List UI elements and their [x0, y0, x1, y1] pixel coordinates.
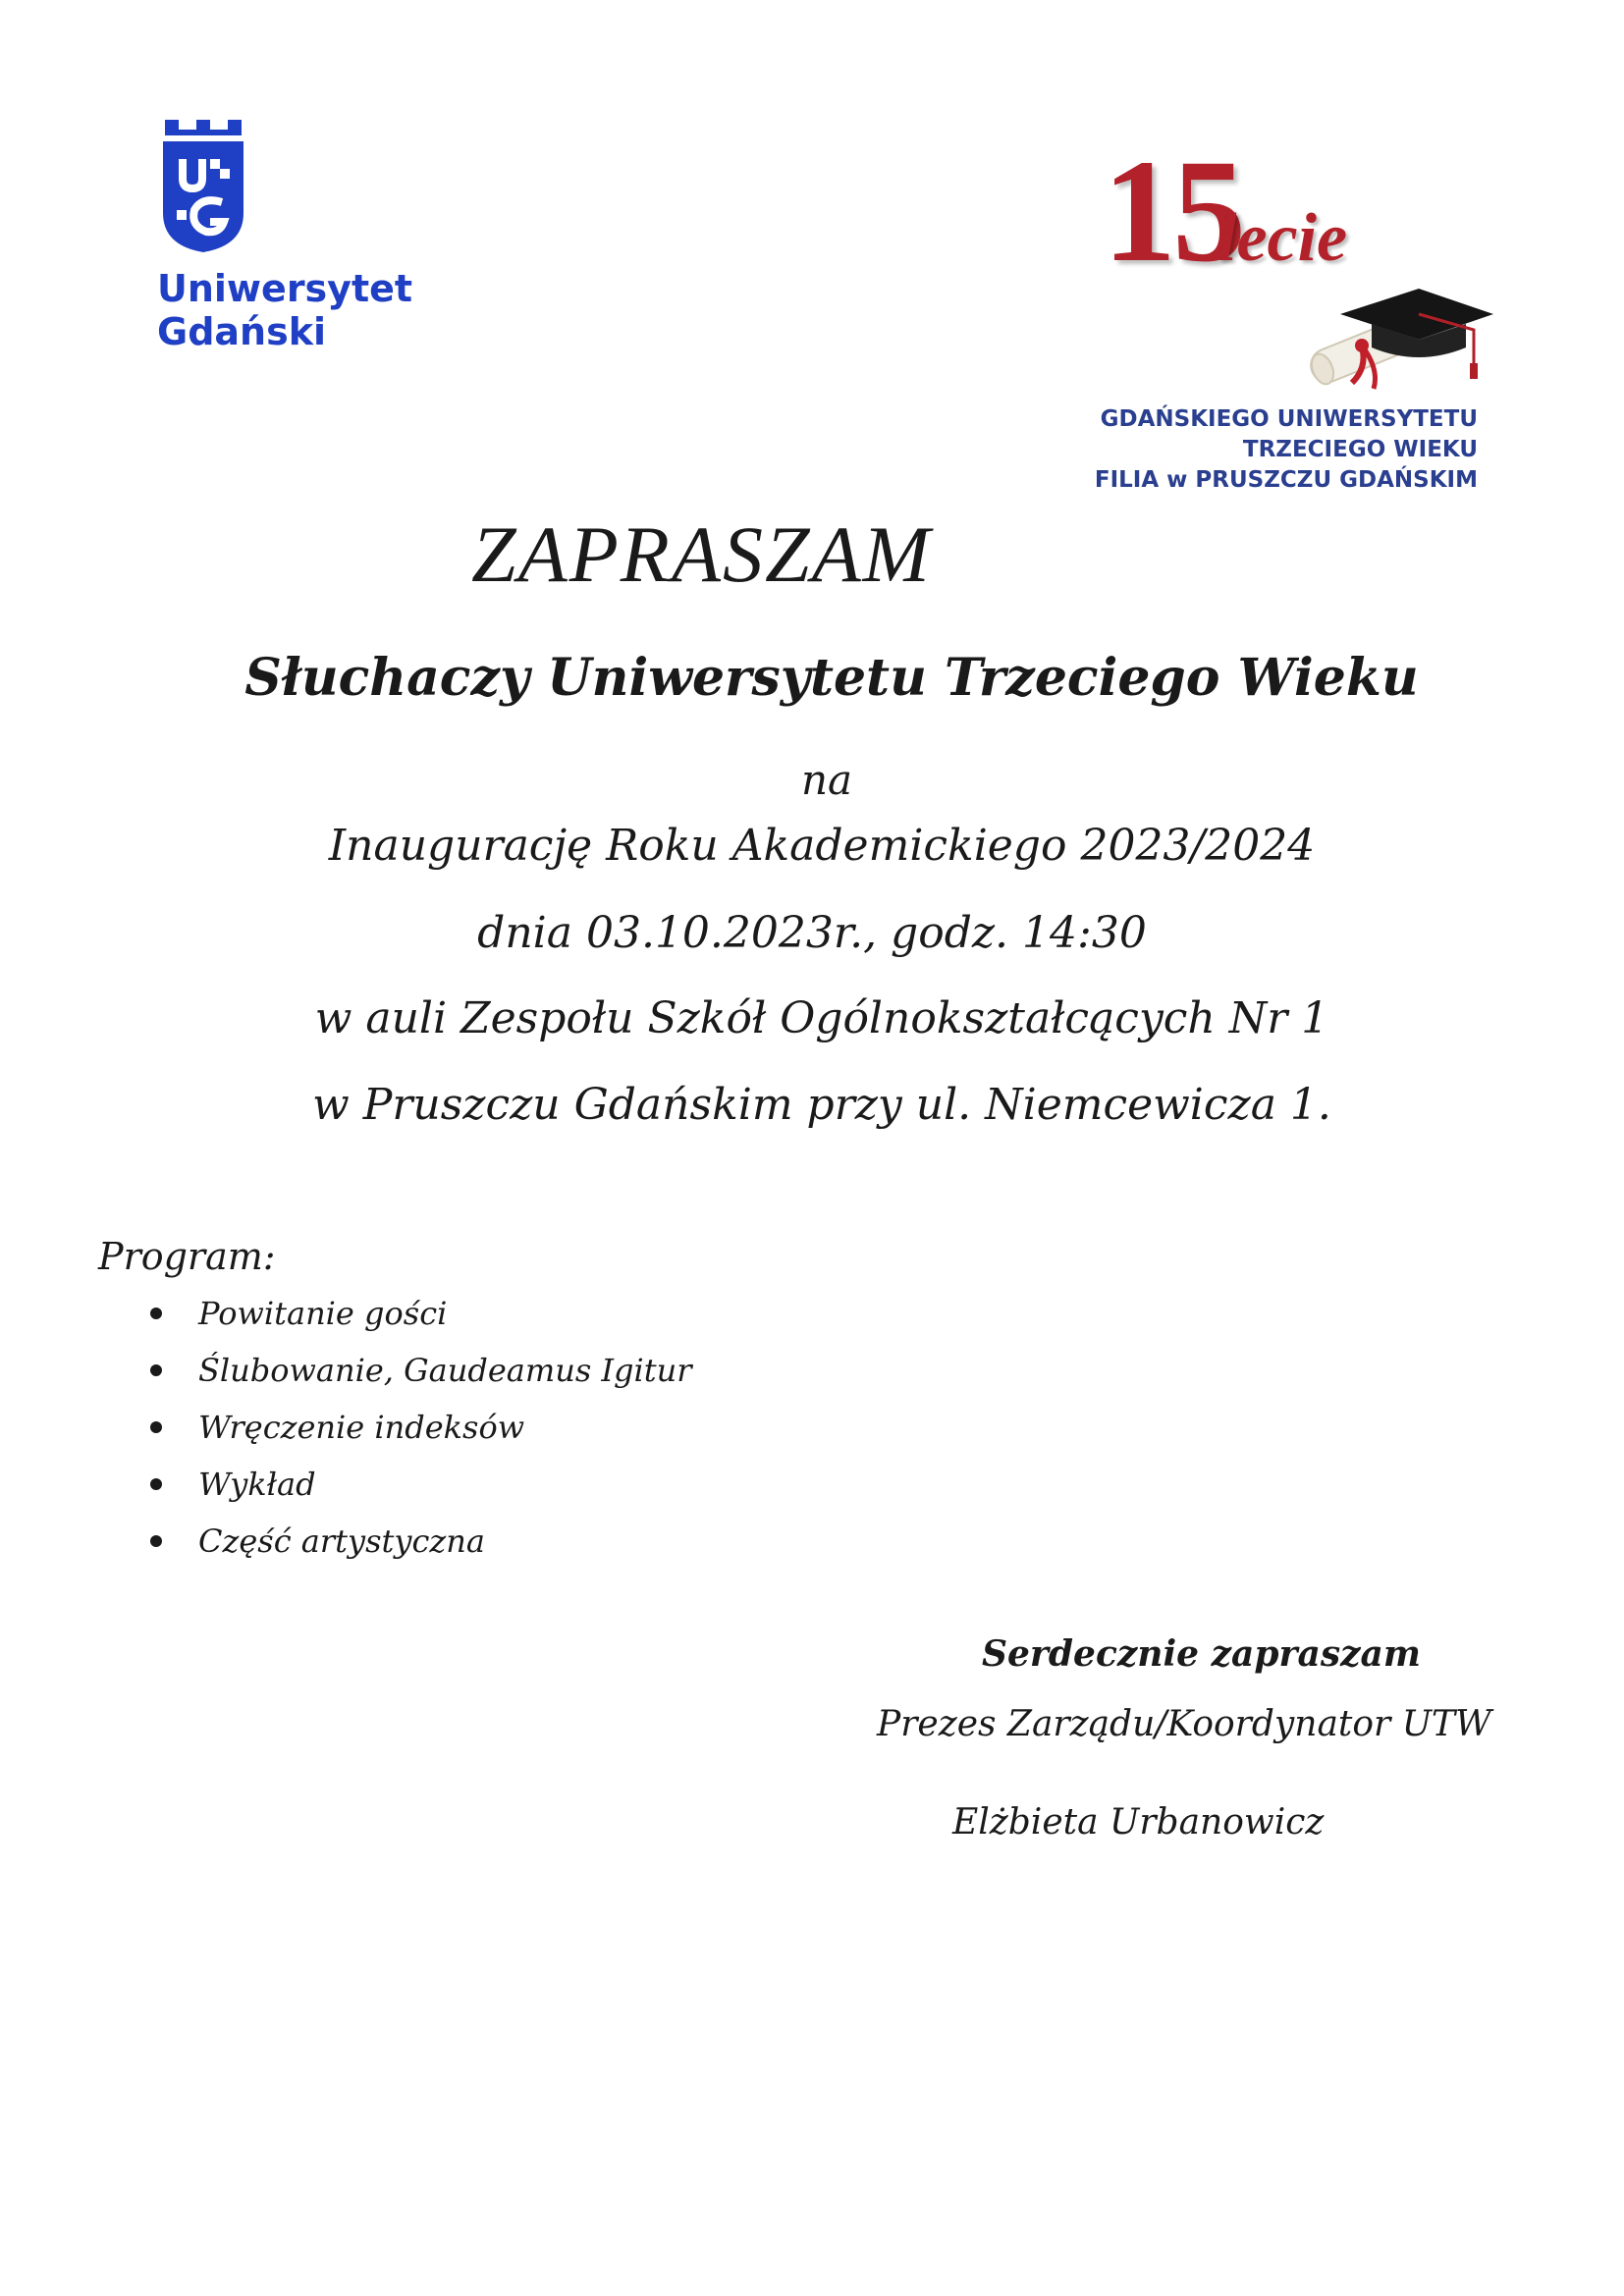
anniversary-logo — [1094, 130, 1507, 501]
program-item — [147, 1351, 692, 1408]
signature-name: Elżbieta Urbanowicz — [952, 1802, 1325, 1842]
bullet-icon — [150, 1421, 162, 1433]
signature-closing: Serdecznie zapraszam — [982, 1633, 1421, 1675]
invitation-place-line1: w auli Zespołu Szkół Ogólnokształcących Nr 1 — [314, 993, 1329, 1043]
program-title: Program: — [98, 1235, 276, 1278]
invitation-na: na — [800, 756, 853, 804]
bullet-icon — [150, 1478, 162, 1490]
ug-logo-line1: Uniwersytet — [157, 267, 413, 310]
ug-logo-line2: Gdański — [157, 310, 327, 353]
anniversary-caption-line3: FILIA w PRUSZCZU GDAŃSKIM — [1094, 467, 1478, 493]
program-item-label: Powitanie gości — [198, 1295, 448, 1332]
graduation-cap-icon — [1301, 275, 1497, 393]
program-list — [147, 1294, 692, 1578]
bullet-icon — [150, 1308, 162, 1319]
program-item-label: Część artystyczna — [198, 1522, 485, 1560]
ug-shield-icon — [159, 120, 247, 252]
invitation-heading: ZAPRASZAM — [471, 509, 932, 599]
invitation-date: dnia 03.10.2023r., godz. 14:30 — [477, 908, 1147, 958]
program-item-label: Wręczenie indeksów — [198, 1409, 525, 1446]
bullet-icon — [150, 1364, 162, 1376]
program-item — [147, 1465, 692, 1522]
ug-logo — [157, 120, 412, 365]
program-item — [147, 1294, 692, 1351]
program-item-label: Wykład — [198, 1466, 316, 1503]
anniversary-caption-line2: TRZECIEGO WIEKU — [1242, 437, 1478, 462]
program-item-label: Ślubowanie, Gaudeamus Igitur — [198, 1352, 692, 1389]
anniversary-word: lecie — [1218, 200, 1348, 276]
invitation-subheading: Słuchaczy Uniwersytetu Trzeciego Wieku — [244, 648, 1419, 708]
anniversary-number: 15 — [1103, 130, 1242, 293]
invitation-place-line2: w Pruszczu Gdańskim przy ul. Niemcewicza 1. — [312, 1080, 1331, 1130]
program-item — [147, 1408, 692, 1465]
program-item — [147, 1522, 692, 1578]
anniversary-caption-line1: GDAŃSKIEGO UNIWERSYTETU — [1100, 406, 1478, 432]
invitation-event: Inaugurację Roku Akademickiego 2023/2024 — [328, 821, 1316, 871]
signature-role: Prezes Zarządu/Koordynator UTW — [877, 1704, 1492, 1744]
bullet-icon — [150, 1535, 162, 1547]
